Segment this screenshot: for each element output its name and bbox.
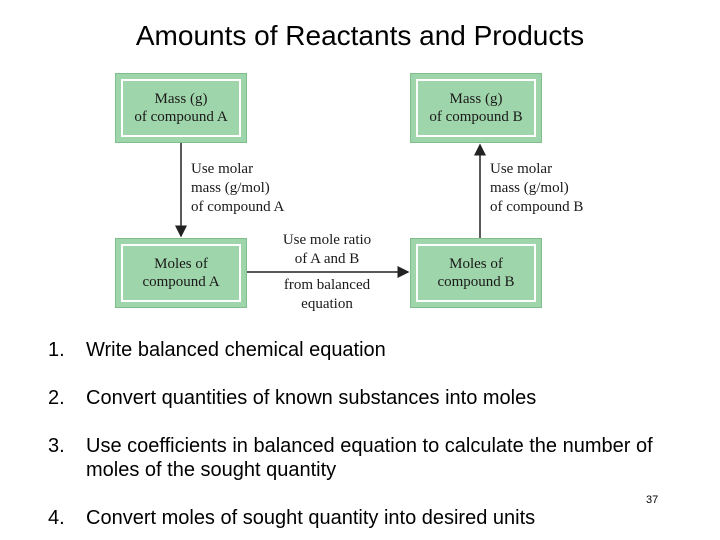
- step-item: [48, 434, 666, 482]
- note-middle-top-line2: of A and B: [294, 251, 360, 267]
- step-item: [48, 506, 688, 530]
- box-moles-a-line1: Moles of: [154, 256, 208, 272]
- step-text: Convert quantities of known substances into moles: [86, 387, 537, 409]
- step-number: 1.: [48, 339, 65, 361]
- step-text: Use coefficients in balanced equation to calculate the number of moles of the sought quantity: [86, 435, 653, 481]
- note-left-line1: Use molar: [191, 161, 254, 177]
- slide-title: Amounts of Reactants and Products: [135, 20, 585, 51]
- box-mass-b-line2: of compound B: [429, 109, 523, 125]
- box-mass-a-line2: of compound A: [134, 109, 228, 125]
- note-right-line2: mass (g/mol): [490, 180, 569, 196]
- box-moles-a-line2: compound A: [142, 274, 220, 290]
- step-number: 3.: [48, 435, 65, 457]
- step-text: Convert moles of sought quantity into desired units: [86, 507, 536, 529]
- note-right-line1: Use molar: [490, 161, 553, 177]
- note-molar-mass-b: [490, 160, 583, 217]
- step-number: 2.: [48, 387, 65, 409]
- step-item: [48, 386, 688, 410]
- step-item: [48, 338, 688, 362]
- note-left-line3: of compound A: [191, 199, 285, 215]
- note-molar-mass-a: [191, 160, 284, 217]
- note-middle-top-line1: Use mole ratio: [282, 232, 372, 248]
- steps-list: [48, 338, 688, 530]
- note-mole-ratio: [272, 231, 382, 269]
- note-balanced-equation: [272, 276, 382, 314]
- step-number: 4.: [48, 507, 65, 529]
- note-left-line2: mass (g/mol): [191, 180, 270, 196]
- page-number: 37: [646, 494, 659, 506]
- note-middle-bottom-line2: equation: [301, 296, 353, 312]
- step-text: Write balanced chemical equation: [86, 339, 386, 361]
- box-mass-b-line1: Mass (g): [449, 91, 503, 107]
- note-middle-bottom-line1: from balanced: [283, 277, 371, 293]
- box-moles-b-line2: compound B: [437, 274, 515, 290]
- box-mass-a-line1: Mass (g): [154, 91, 208, 107]
- note-right-line3: of compound B: [490, 199, 584, 215]
- box-moles-b-line1: Moles of: [449, 256, 503, 272]
